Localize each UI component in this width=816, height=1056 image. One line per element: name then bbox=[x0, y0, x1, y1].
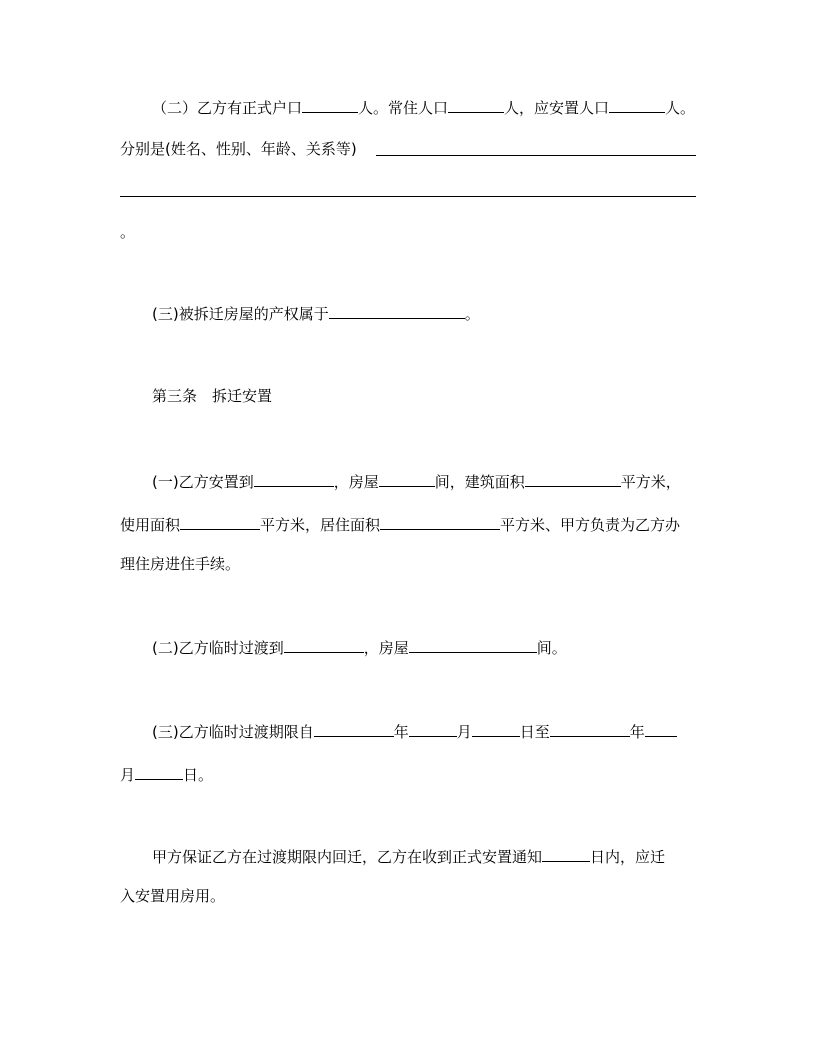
return-guarantee-line bbox=[152, 845, 665, 867]
members-end bbox=[120, 222, 135, 242]
period-label: (三)乙方临时过渡期限自 bbox=[152, 723, 314, 741]
transition-location-blank[interactable] bbox=[284, 636, 364, 653]
end-year-label: 年 bbox=[629, 723, 645, 741]
move-in-line bbox=[120, 554, 240, 574]
living-area-label: 平方米，居住面积 bbox=[260, 516, 381, 534]
building-area-blank[interactable] bbox=[525, 470, 621, 487]
household-line bbox=[152, 96, 695, 118]
start-day-label: 日至 bbox=[519, 723, 550, 741]
household-count-blank[interactable] bbox=[302, 96, 358, 113]
end-day-blank[interactable] bbox=[135, 763, 183, 780]
property-owner-blank[interactable] bbox=[329, 302, 465, 319]
transition-rooms-unit: 间。 bbox=[536, 639, 567, 657]
building-area-label: 间，建筑面积 bbox=[434, 473, 525, 491]
end-day-label: 日。 bbox=[183, 766, 214, 784]
property-right-line bbox=[152, 302, 480, 324]
members-end-mark: 。 bbox=[120, 223, 136, 241]
move-in-text: 理住房进住手续。 bbox=[120, 555, 241, 573]
transition-line bbox=[152, 636, 567, 658]
living-area-blank[interactable] bbox=[380, 513, 500, 530]
resettle-location-label: (一)乙方安置到 bbox=[152, 473, 254, 491]
rooms-label: ，房屋 bbox=[333, 473, 379, 491]
move-days-blank[interactable] bbox=[542, 845, 590, 862]
end-month-blank[interactable] bbox=[645, 720, 677, 737]
transition-period-line bbox=[152, 720, 677, 742]
resettle-count-blank[interactable] bbox=[609, 96, 665, 113]
return-guarantee-end-line bbox=[120, 886, 225, 906]
transition-period-end-line bbox=[120, 763, 213, 785]
members-line bbox=[120, 139, 357, 159]
area-line bbox=[120, 513, 680, 535]
move-days-label: 日内，应迁 bbox=[590, 848, 666, 866]
household-label: （二）乙方有正式户口 bbox=[152, 99, 303, 117]
start-day-blank[interactable] bbox=[472, 720, 520, 737]
resettle-unit: 人。 bbox=[665, 99, 696, 117]
transition-rooms-label: ，房屋 bbox=[363, 639, 409, 657]
resettle-location-line bbox=[152, 470, 681, 492]
start-month-label: 月 bbox=[456, 723, 472, 741]
usable-area-blank[interactable] bbox=[180, 513, 260, 530]
article-3-title: 第三条 拆迁安置 bbox=[152, 387, 273, 405]
start-month-blank[interactable] bbox=[409, 720, 457, 737]
property-right-label: (三)被拆迁房屋的产权属于 bbox=[152, 305, 329, 323]
members-blank-continued[interactable] bbox=[120, 196, 696, 197]
transition-label: (二)乙方临时过渡到 bbox=[152, 639, 284, 657]
start-year-label: 年 bbox=[393, 723, 409, 741]
resident-label: 人。常住人口 bbox=[358, 99, 449, 117]
transition-rooms-blank[interactable] bbox=[409, 636, 537, 653]
end-month-label: 月 bbox=[120, 766, 136, 784]
members-label: 分别是(姓名、性别、年龄、关系等) bbox=[120, 140, 357, 158]
resettle-location-blank[interactable] bbox=[254, 470, 334, 487]
usable-area-label: 使用面积 bbox=[120, 516, 181, 534]
resettle-label: 人，应安置人口 bbox=[504, 99, 610, 117]
building-area-unit: 平方米， bbox=[620, 473, 681, 491]
return-guarantee-end: 入安置用房用。 bbox=[120, 887, 226, 905]
start-year-blank[interactable] bbox=[314, 720, 394, 737]
living-area-unit: 平方米、甲方负责为乙方办 bbox=[500, 516, 681, 534]
resident-count-blank[interactable] bbox=[448, 96, 504, 113]
end-year-blank[interactable] bbox=[550, 720, 630, 737]
rooms-blank[interactable] bbox=[379, 470, 435, 487]
property-right-end: 。 bbox=[464, 305, 480, 323]
article-heading bbox=[152, 386, 272, 406]
return-guarantee-text: 甲方保证乙方在过渡期限内回迁，乙方在收到正式安置通知 bbox=[152, 848, 543, 866]
members-blank[interactable] bbox=[376, 155, 696, 156]
